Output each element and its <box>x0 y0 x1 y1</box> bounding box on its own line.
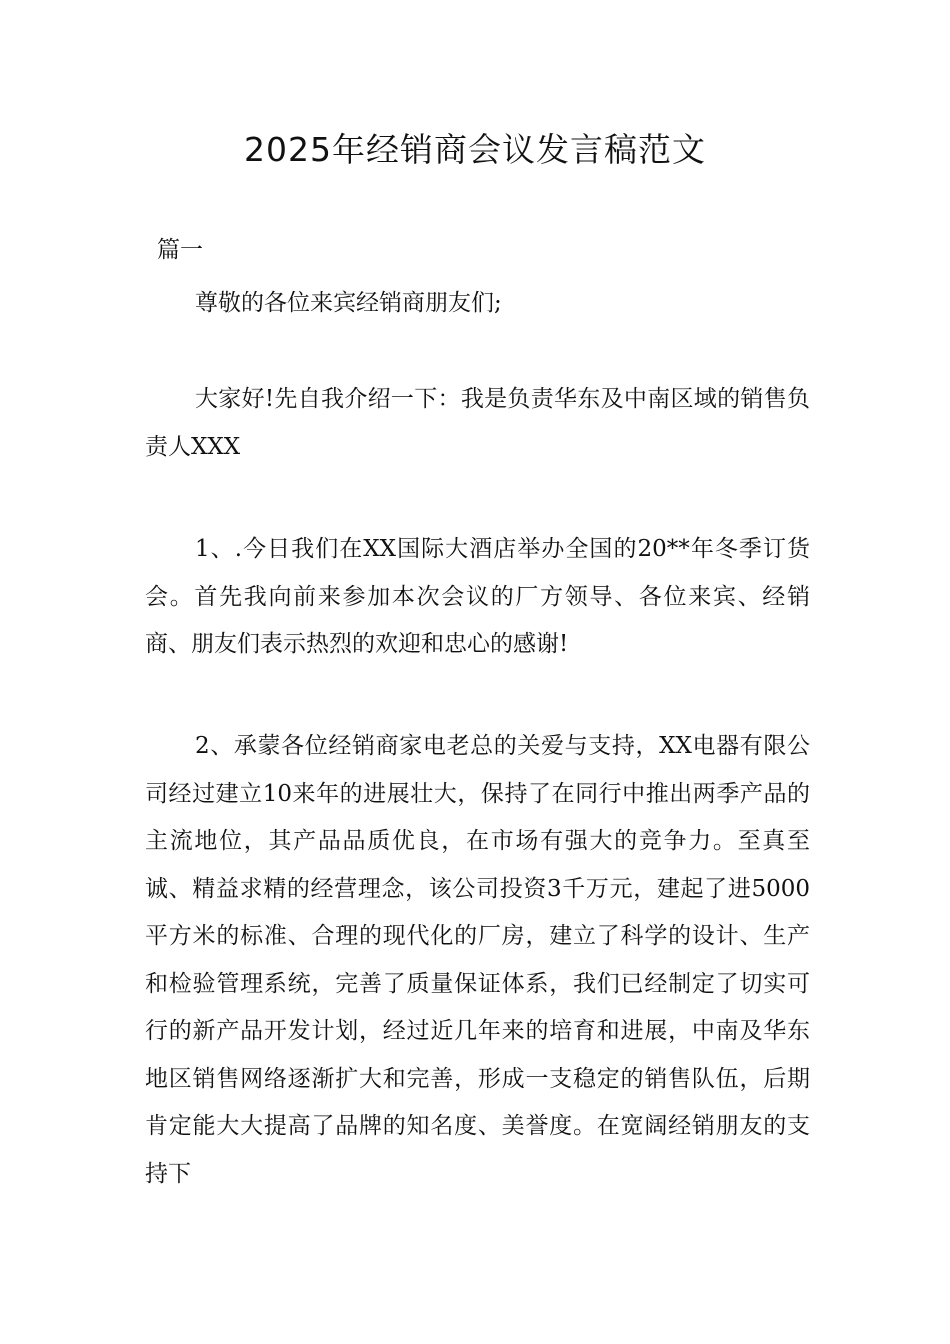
paragraph-introduction: 大家好!先自我介绍一下：我是负责华东及中南区域的销售负责人XXX <box>145 386 810 460</box>
paragraph-item-1: 1、.今日我们在XX国际大酒店举办全国的20**年冬季订货会。首先我向前来参加本次会议的厂方领导、各位来宾、经销商、朋友们表示热烈的欢迎和忠心的感谢! <box>145 536 810 657</box>
document-title: 2025年经销商会议发言稿范文 <box>244 130 706 169</box>
section-label: 篇一 <box>157 237 203 263</box>
paragraph-greeting: 尊敬的各位来宾经销商朋友们; <box>195 290 502 316</box>
paragraph-item-2: 2、承蒙各位经销商家电老总的关爱与支持，XX电器有限公司经过建立10来年的进展壮大，保持了在同行中推出两季产品的主流地位，其产品品质优良，在市场有强大的竞争力。至真至诚、精益求精的经营理念，该公司投资3千万元，建起了进5000平方米的标准、合理的现代化的厂房，建立了科学的设计、生产和检验管理系统，完善了质量保证体系，我们已经制定了切实可行的新产品开发计划，经过近几年来的培育和进展，中南及华东地区销售网络逐渐扩大和完善，形成一支稳定的销售队伍，后期肯定能大大提高了品牌的知名度、美誉度。在宽阔经销朋友的支持下 <box>145 733 810 1187</box>
